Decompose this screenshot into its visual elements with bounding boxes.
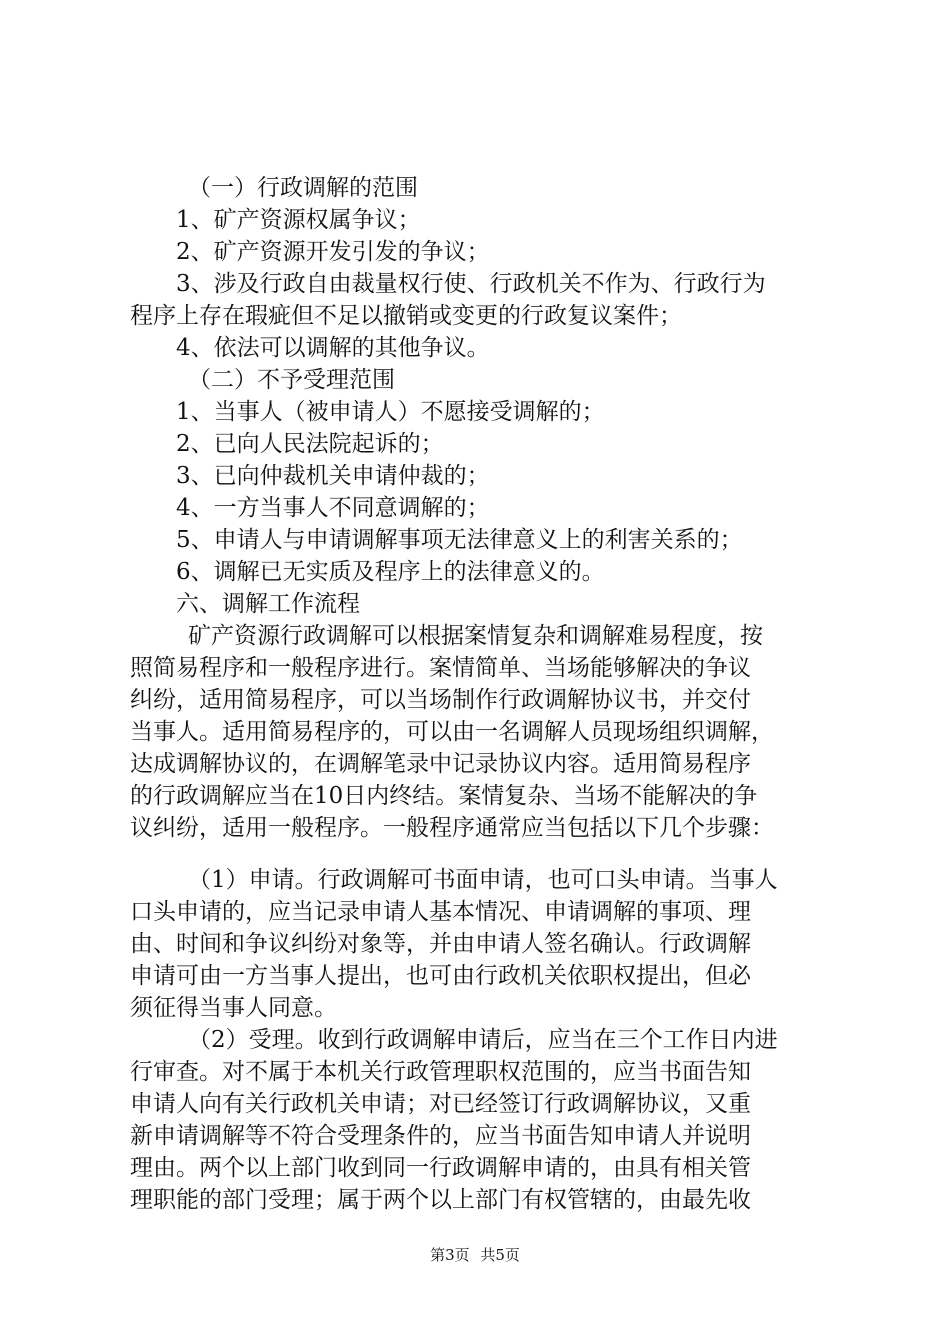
paragraph-line: 达成调解协议的，在调解笔录中记录协议内容。适用简易程序	[130, 751, 751, 777]
paragraph-line: 议纠纷，适用一般程序。一般程序通常应当包括以下几个步骤：	[130, 815, 774, 841]
section-heading: 六、调解工作流程	[176, 591, 360, 617]
page-footer	[0, 1245, 950, 1265]
list-item: 2、已向人民法院起诉的；	[176, 431, 444, 457]
paragraph-line: 行审查。对不属于本机关行政管理职权范围的，应当书面告知	[130, 1059, 751, 1085]
paragraph-line: （2）受理。收到行政调解申请后，应当在三个工作日内进	[188, 1027, 778, 1053]
paragraph-line: 理由。两个以上部门收到同一行政调解申请的，由具有相关管	[130, 1155, 751, 1181]
paragraph-line: 须征得当事人同意。	[130, 995, 337, 1021]
paragraph-line: 照简易程序和一般程序进行。案情简单、当场能够解决的争议	[130, 655, 751, 681]
list-item-continuation: 程序上存在瑕疵但不足以撤销或变更的行政复议案件；	[130, 303, 682, 329]
list-item: 5、申请人与申请调解事项无法律意义上的利害关系的；	[176, 527, 743, 553]
section-heading: （二）不予受理范围	[188, 367, 395, 393]
paragraph-gap	[130, 844, 830, 864]
paragraph-line: 理职能的部门受理；属于两个以上部门有权管辖的，由最先收	[130, 1187, 751, 1213]
paragraph-line: 新申请调解等不符合受理条件的，应当书面告知申请人并说明	[130, 1123, 751, 1149]
list-item: 4、依法可以调解的其他争议。	[176, 335, 490, 361]
paragraph-line: 申请人向有关行政机关申请；对已经签订行政调解协议，又重	[130, 1091, 751, 1117]
document-body	[130, 172, 830, 1216]
paragraph-line: 申请可由一方当事人提出，也可由行政机关依职权提出，但必	[130, 963, 751, 989]
page-total: 共5页	[480, 1246, 520, 1264]
list-item: 1、矿产资源权属争议；	[176, 207, 421, 233]
page-number: 第3页	[430, 1246, 470, 1264]
paragraph-line: 口头申请的，应当记录申请人基本情况、申请调解的事项、理	[130, 899, 751, 925]
paragraph-line: （1）申请。行政调解可书面申请，也可口头申请。当事人	[188, 867, 778, 893]
section-heading: （一）行政调解的范围	[188, 175, 418, 201]
list-item: 1、当事人（被申请人）不愿接受调解的；	[176, 399, 605, 425]
list-item: 6、调解已无实质及程序上的法律意义的。	[176, 559, 605, 585]
paragraph-line: 纠纷，适用简易程序，可以当场制作行政调解协议书，并交付	[130, 687, 751, 713]
paragraph-line: 的行政调解应当在10日内终结。案情复杂、当场不能解决的争	[130, 783, 758, 809]
list-item: 3、已向仲裁机关申请仲裁的；	[176, 463, 490, 489]
list-item: 2、矿产资源开发引发的争议；	[176, 239, 490, 265]
paragraph-line: 由、时间和争议纠纷对象等，并由申请人签名确认。行政调解	[130, 931, 751, 957]
paragraph-line: 矿产资源行政调解可以根据案情复杂和调解难易程度，按	[188, 623, 763, 649]
list-item: 3、涉及行政自由裁量权行使、行政机关不作为、行政行为	[176, 271, 766, 297]
paragraph-line: 当事人。适用简易程序的，可以由一名调解人员现场组织调解，	[130, 719, 774, 745]
list-item: 4、一方当事人不同意调解的；	[176, 495, 490, 521]
